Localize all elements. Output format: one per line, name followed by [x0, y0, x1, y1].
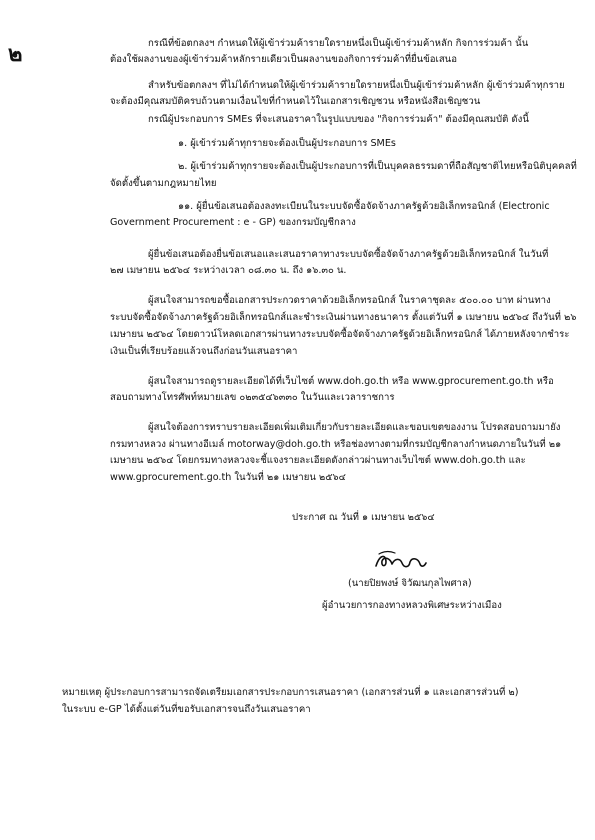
- signatory-name: (นายปิยพงษ์ จิวัฒนกุลไพศาล): [348, 578, 472, 589]
- page-number: ๒: [8, 41, 23, 67]
- body-line: www.gprocurement.go.th ในวันที่ ๒๑ เมษายน ๒๕๖๔: [110, 472, 346, 483]
- body-line: กรมทางหลวง ผ่านทางอีเมล์ motorway@doh.go.th หรือช่องทางตามที่กรมบัญชีกลางกำหนดภายในวันที่ ๒๑: [110, 439, 562, 450]
- body-line: ผู้สนใจสามารถดูรายละเอียดได้ที่เว็บไซต์ www.doh.go.th หรือ www.gprocurement.go.th หรือ: [148, 376, 554, 387]
- body-line: จะต้องมีคุณสมบัติครบถ้วนตามเงื่อนไขที่กำหนดไว้ในเอกสารเชิญชวน หรือหนังสือเชิญชวน: [110, 96, 481, 107]
- body-line: สอบถามทางโทรศัพท์หมายเลข ๐๒๓๕๔๖๓๓๐ ในวันและเวลาราชการ: [110, 392, 395, 403]
- body-line: ผู้สนใจต้องการทราบรายละเอียดเพิ่มเติมเกี่ยวกับรายละเอียดและขอบเขตของงาน โปรดสอบถามมายัง: [148, 422, 561, 433]
- body-line: จัดตั้งขึ้นตามกฎหมายไทย: [110, 178, 217, 189]
- body-line: ระบบจัดซื้อจัดจ้างภาครัฐด้วยอิเล็กทรอนิกส์และชำระเงินผ่านทางธนาคาร ตั้งแต่วันที่ ๑ เมษายน ๒๕๖๔ ถึงวันที่ ๒๖: [110, 312, 577, 323]
- body-line: ผู้สนใจสามารถขอซื้อเอกสารประกวดราคาด้วยอิเล็กทรอนิกส์ ในราคาชุดละ ๕๐๐.๐๐ บาท ผ่านทาง: [148, 295, 551, 306]
- body-line: ๑๑. ผู้ยื่นข้อเสนอต้องลงทะเบียนในระบบจัดซื้อจัดจ้างภาครัฐด้วยอิเล็กทรอนิกส์ (Electronic: [178, 201, 550, 212]
- body-line: สำหรับข้อตกลงฯ ที่ไม่ได้กำหนดให้ผู้เข้าร่วมค้ารายใดรายหนึ่งเป็นผู้เข้าร่วมค้าหลัก ผู้เข้าร่วมค้าทุกราย: [148, 80, 565, 91]
- body-line: เงินเป็นที่เรียบร้อยแล้วจนถึงก่อนวันเสนอราคา: [110, 346, 298, 357]
- body-line: ๒. ผู้เข้าร่วมค้าทุกรายจะต้องเป็นผู้ประกอบการที่เป็นบุคคลธรรมดาที่ถือสัญชาติไทยหรือนิติบุคคลที่: [178, 161, 577, 172]
- body-line: ๑. ผู้เข้าร่วมค้าทุกรายจะต้องเป็นผู้ประกอบการ SMEs: [178, 138, 396, 149]
- announcement-date: ประกาศ ณ วันที่ ๑ เมษายน ๒๕๖๔: [292, 512, 435, 523]
- body-line: กรณีผู้ประกอบการ SMEs ที่จะเสนอราคาในรูปแบบของ "กิจการร่วมค้า" ต้องมีคุณสมบัติ ดังนี้: [148, 114, 529, 125]
- remark-line: ในระบบ e-GP ได้ตั้งแต่วันที่ขอรับเอกสารจนถึงวันเสนอราคา: [62, 704, 311, 715]
- body-line: กรณีที่ข้อตกลงฯ กำหนดให้ผู้เข้าร่วมค้ารายใดรายหนึ่งเป็นผู้เข้าร่วมค้าหลัก กิจการร่วมค้า นั้น: [148, 38, 529, 49]
- signature: [372, 548, 428, 574]
- signatory-title: ผู้อำนวยการกองทางหลวงพิเศษระหว่างเมือง: [322, 600, 502, 611]
- body-line: ต้องใช้ผลงานของผู้เข้าร่วมค้าหลักรายเดียวเป็นผลงานของกิจการร่วมค้าที่ยื่นข้อเสนอ: [110, 54, 458, 65]
- body-line: เมษายน ๒๕๖๔ โดยดาวน์โหลดเอกสารผ่านทางระบบจัดซื้อจัดจ้างภาครัฐด้วยอิเล็กทรอนิกส์ ได้ภายหลังจากชำระ: [110, 329, 570, 340]
- body-line: Government Procurement : e - GP) ของกรมบัญชีกลาง: [110, 217, 356, 228]
- body-line: ผู้ยื่นข้อเสนอต้องยื่นข้อเสนอและเสนอราคาทางระบบจัดซื้อจัดจ้างภาครัฐด้วยอิเล็กทรอนิกส์ ในวันที่: [148, 249, 549, 260]
- body-line: ๒๗ เมษายน ๒๕๖๔ ระหว่างเวลา ๐๘.๓๐ น. ถึง ๑๖.๓๐ น.: [110, 265, 347, 276]
- body-line: เมษายน ๒๕๖๔ โดยกรมทางหลวงจะชี้แจงรายละเอียดดังกล่าวผ่านทางเว็บไซต์ www.doh.go.th และ: [110, 455, 526, 466]
- remark-line: หมายเหตุ ผู้ประกอบการสามารถจัดเตรียมเอกสารประกอบการเสนอราคา (เอกสารส่วนที่ ๑ และเอกสารส่วนที่ ๒): [62, 687, 519, 698]
